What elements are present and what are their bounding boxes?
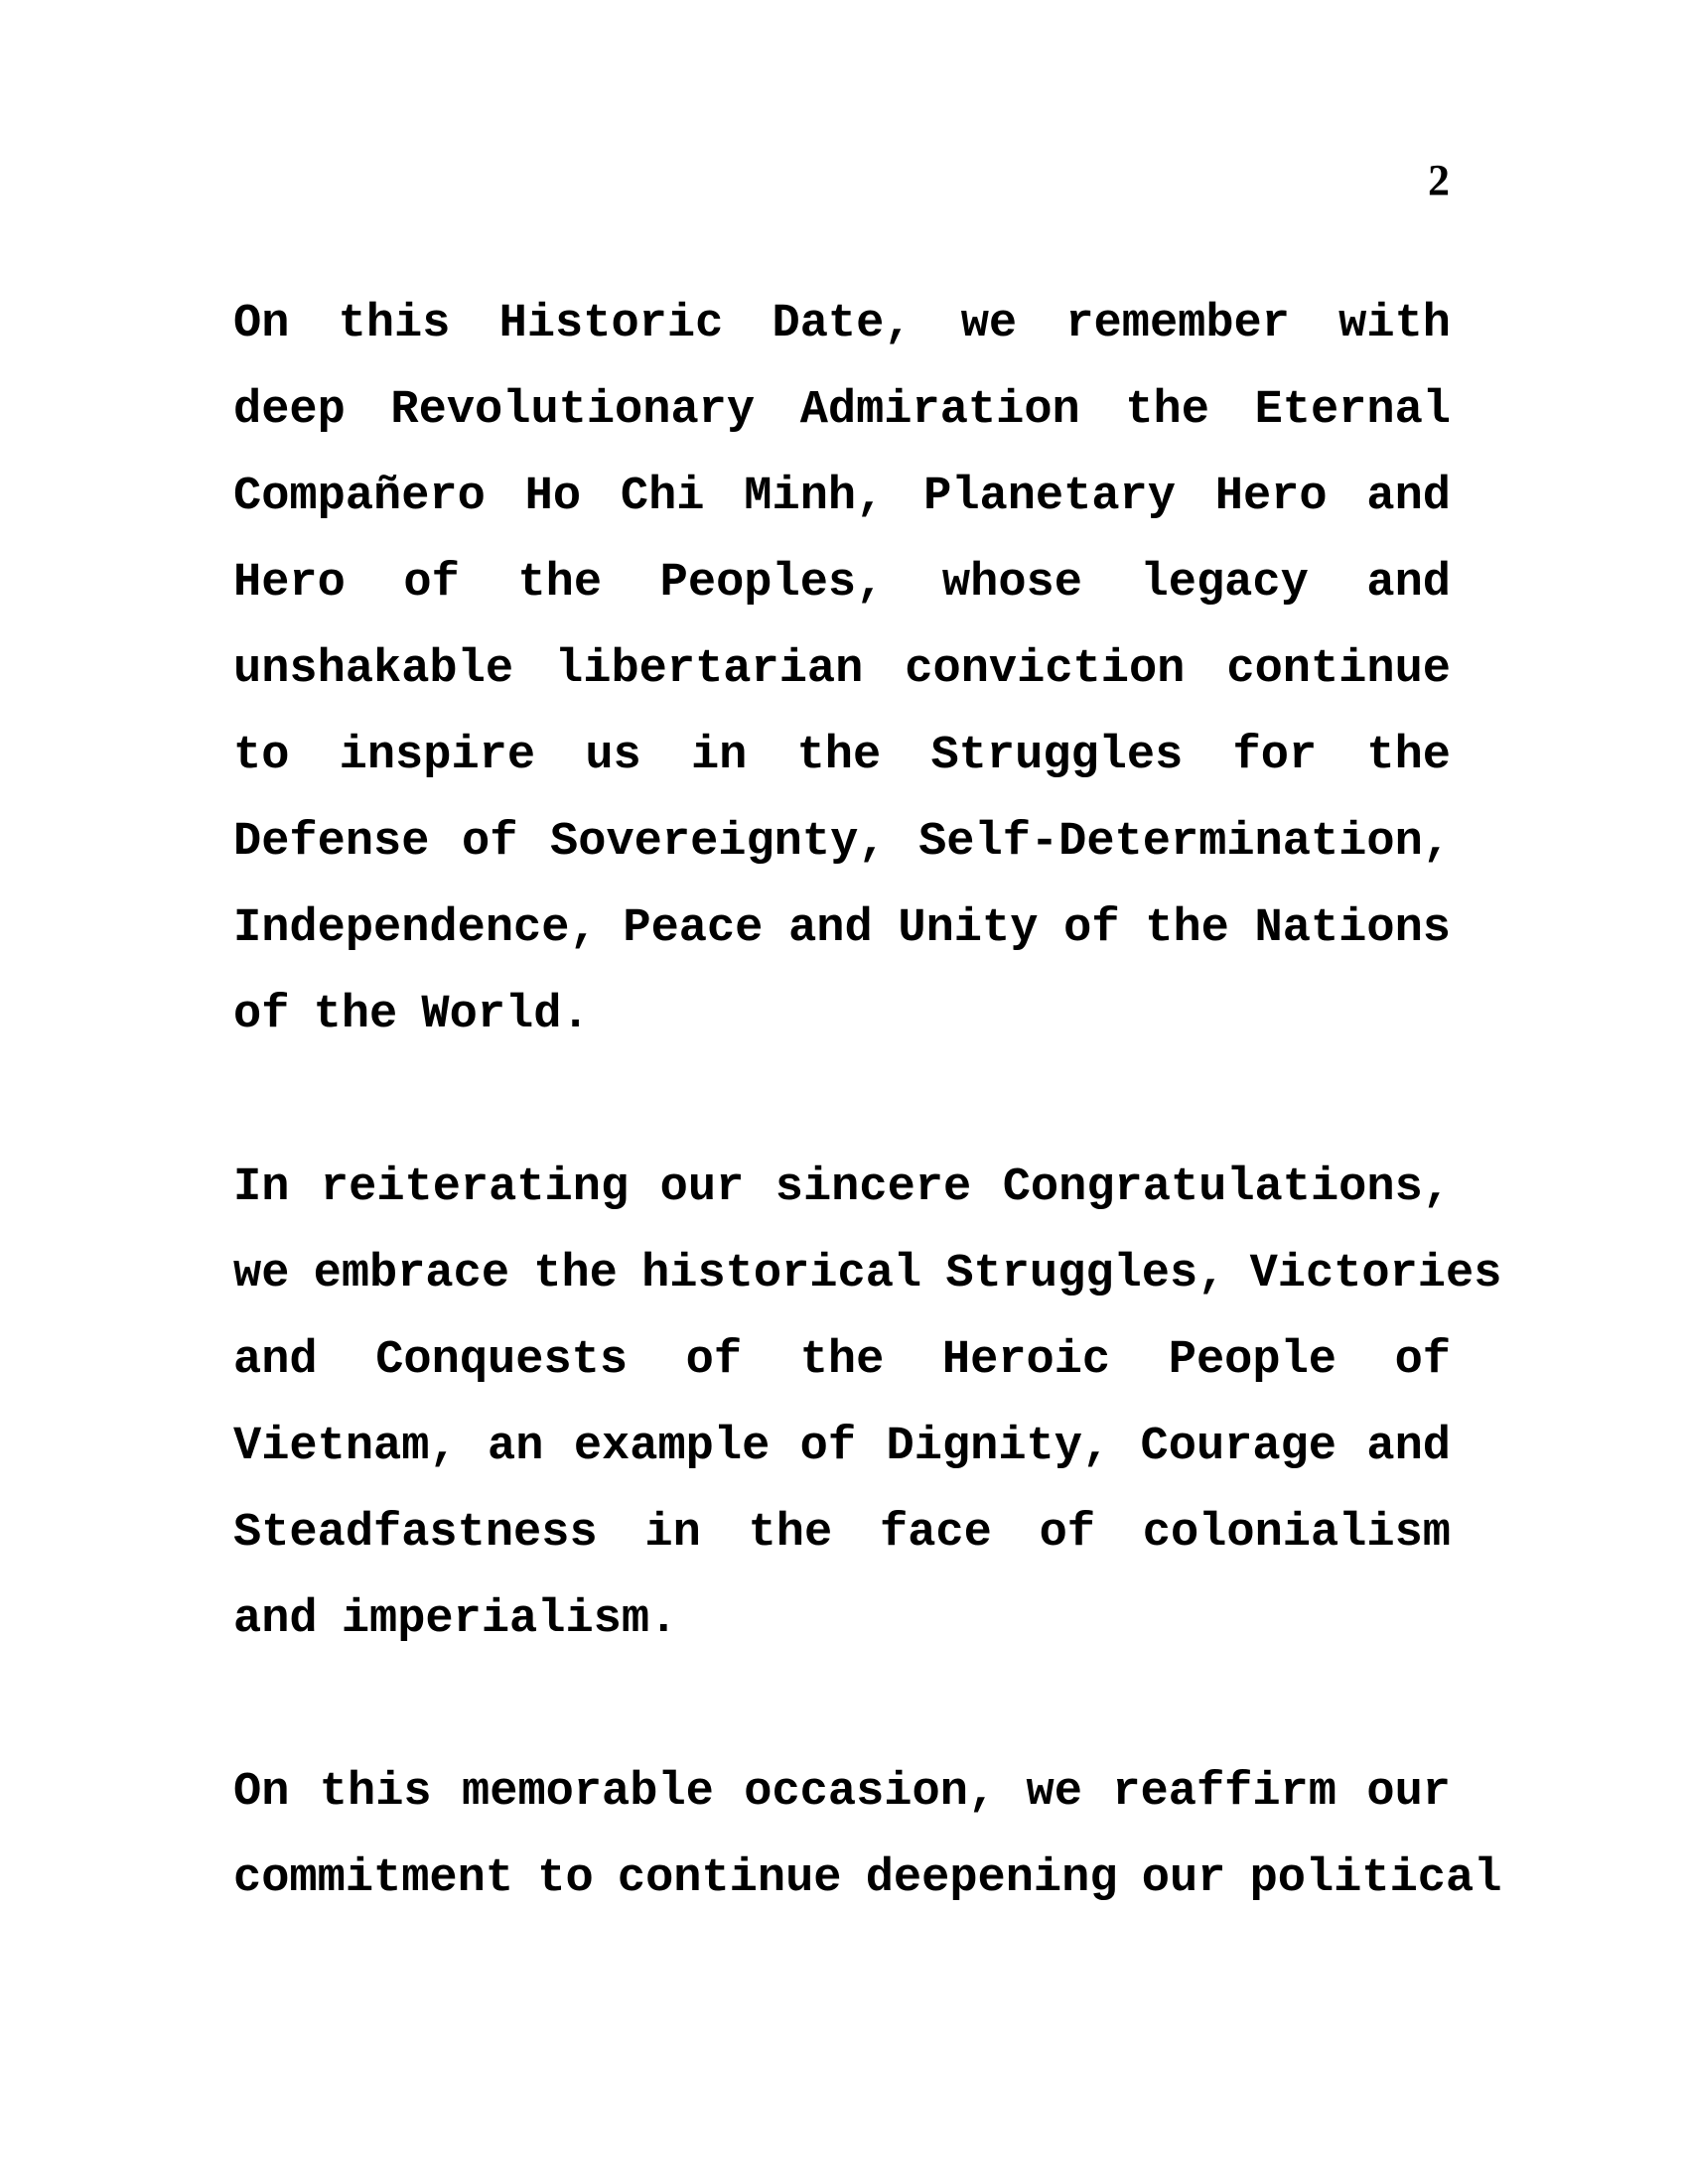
text-line: we embrace the historical Struggles, Victories bbox=[233, 1248, 1502, 1300]
text-line: to inspire us in the Struggles for the bbox=[233, 730, 1451, 782]
paragraph-3 bbox=[233, 1749, 1502, 1922]
text-line: Defense of Sovereignty, Self-Determination, bbox=[233, 816, 1451, 869]
text-line: Steadfastness in the face of colonialism bbox=[233, 1507, 1451, 1560]
text-line: On this Historic Date, we remember with bbox=[233, 298, 1451, 350]
paragraph-2 bbox=[233, 1145, 1502, 1663]
text-line: Independence, Peace and Unity of the Nations bbox=[233, 902, 1451, 955]
text-line: Hero of the Peoples, whose legacy and bbox=[233, 557, 1451, 610]
text-line: of the World. bbox=[233, 989, 590, 1041]
text-line: and Conquests of the Heroic People of bbox=[233, 1334, 1451, 1387]
text-line: In reiterating our sincere Congratulations, bbox=[233, 1161, 1451, 1214]
text-line: commitment to continue deepening our political bbox=[233, 1852, 1502, 1905]
page-number: 2 bbox=[1428, 156, 1450, 205]
text-line: unshakable libertarian conviction continue bbox=[233, 643, 1451, 696]
text-line: Vietnam, an example of Dignity, Courage and bbox=[233, 1421, 1451, 1473]
text-line: Compañero Ho Chi Minh, Planetary Hero and bbox=[233, 471, 1451, 523]
text-line: and imperialism. bbox=[233, 1593, 678, 1646]
paragraph-1 bbox=[233, 281, 1451, 1058]
text-line: deep Revolutionary Admiration the Eternal bbox=[233, 384, 1451, 437]
letter-body bbox=[233, 281, 1502, 2008]
text-line: On this memorable occasion, we reaffirm our bbox=[233, 1766, 1451, 1819]
